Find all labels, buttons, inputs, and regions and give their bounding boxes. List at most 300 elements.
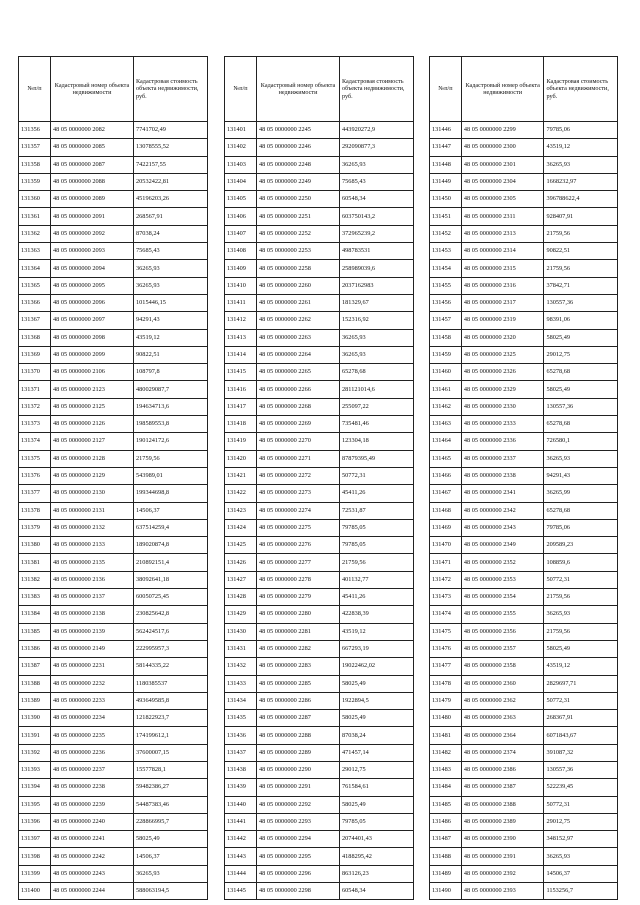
cadastral-value: 21759,56 — [544, 589, 618, 606]
table-row — [19, 883, 208, 900]
cadastral-value: 4188295,42 — [340, 848, 414, 865]
cadastral-value: 21759,56 — [340, 554, 414, 571]
row-number: 131450 — [430, 191, 462, 208]
table-row — [430, 692, 618, 709]
cadastral-number: 48 05 0000000 2248 — [257, 156, 340, 173]
row-number: 131376 — [19, 467, 51, 484]
cadastral-number: 48 05 0000000 2273 — [257, 485, 340, 502]
table-row — [19, 571, 208, 588]
cadastral-value: 108859,6 — [544, 554, 618, 571]
row-number: 131428 — [225, 589, 257, 606]
cadastral-number: 48 05 0000000 2251 — [257, 208, 340, 225]
cadastral-number: 48 05 0000000 2269 — [257, 416, 340, 433]
cadastral-number: 48 05 0000000 2097 — [51, 312, 134, 329]
table-row — [225, 519, 414, 536]
cadastral-number: 48 05 0000000 2337 — [461, 450, 544, 467]
cadastral-number: 48 05 0000000 2127 — [51, 433, 134, 450]
cadastral-value: 1153256,7 — [544, 883, 618, 900]
row-number: 131419 — [225, 433, 257, 450]
table-row — [19, 606, 208, 623]
cadastral-number: 48 05 0000000 2099 — [51, 346, 134, 363]
table-row — [430, 156, 618, 173]
cadastral-value: 45411,26 — [340, 589, 414, 606]
cadastral-value: 36265,93 — [134, 260, 208, 277]
table-row — [430, 589, 618, 606]
cadastral-value: 522239,45 — [544, 779, 618, 796]
table-row — [19, 623, 208, 640]
table-row — [430, 467, 618, 484]
row-number: 131427 — [225, 571, 257, 588]
cadastral-value: 60548,34 — [340, 191, 414, 208]
cadastral-number: 48 05 0000000 2264 — [257, 346, 340, 363]
cadastral-value: 36265,93 — [544, 156, 618, 173]
row-number: 131394 — [19, 779, 51, 796]
cadastral-value: 2037162983 — [340, 277, 414, 294]
table-row — [430, 450, 618, 467]
row-number: 131481 — [430, 727, 462, 744]
table-row — [19, 502, 208, 519]
cadastral-table-1 — [18, 56, 208, 900]
cadastral-value: 37842,71 — [544, 277, 618, 294]
row-number: 131462 — [430, 398, 462, 415]
table-row — [225, 675, 414, 692]
table-row — [19, 779, 208, 796]
row-number: 131396 — [19, 813, 51, 830]
cadastral-value: 50772,31 — [544, 571, 618, 588]
cadastral-number: 48 05 0000000 2313 — [461, 225, 544, 242]
table-row — [225, 502, 414, 519]
cadastral-number: 48 05 0000000 2320 — [461, 329, 544, 346]
cadastral-number: 48 05 0000000 2276 — [257, 537, 340, 554]
cadastral-value: 443920272,9 — [340, 122, 414, 139]
cadastral-number: 48 05 0000000 2253 — [257, 243, 340, 260]
table-row — [430, 294, 618, 311]
cadastral-number: 48 05 0000000 2286 — [257, 692, 340, 709]
row-number: 131445 — [225, 883, 257, 900]
cadastral-number: 48 05 0000000 2388 — [461, 796, 544, 813]
cadastral-number: 48 05 0000000 2285 — [257, 675, 340, 692]
cadastral-value: 98391,06 — [544, 312, 618, 329]
cadastral-number: 48 05 0000000 2087 — [51, 156, 134, 173]
row-number: 131398 — [19, 848, 51, 865]
cadastral-value: 29012,75 — [544, 813, 618, 830]
table-row — [225, 796, 414, 813]
cadastral-number: 48 05 0000000 2333 — [461, 416, 544, 433]
cadastral-value: 863126,23 — [340, 865, 414, 882]
row-number: 131392 — [19, 744, 51, 761]
table-row — [19, 710, 208, 727]
row-number: 131416 — [225, 381, 257, 398]
cadastral-value: 79785,06 — [544, 519, 618, 536]
row-number: 131390 — [19, 710, 51, 727]
table-row — [430, 623, 618, 640]
cadastral-value: 130557,36 — [544, 398, 618, 415]
table-row — [19, 589, 208, 606]
cadastral-value: 50772,31 — [544, 692, 618, 709]
row-number: 131408 — [225, 243, 257, 260]
table-row — [430, 675, 618, 692]
table-row — [225, 277, 414, 294]
cadastral-value: 50772,31 — [340, 467, 414, 484]
cadastral-value: 258989039,6 — [340, 260, 414, 277]
row-number: 131371 — [19, 381, 51, 398]
cadastral-number: 48 05 0000000 2362 — [461, 692, 544, 709]
row-number: 131466 — [430, 467, 462, 484]
row-number: 131387 — [19, 658, 51, 675]
cadastral-number: 48 05 0000000 2282 — [257, 640, 340, 657]
row-number: 131375 — [19, 450, 51, 467]
row-number: 131444 — [225, 865, 257, 882]
cadastral-number: 48 05 0000000 2352 — [461, 554, 544, 571]
table-row — [430, 554, 618, 571]
table-row — [19, 658, 208, 675]
row-number: 131378 — [19, 502, 51, 519]
cadastral-value: 65278,68 — [544, 502, 618, 519]
row-number: 131363 — [19, 243, 51, 260]
cadastral-number: 48 05 0000000 2294 — [257, 831, 340, 848]
cadastral-number: 48 05 0000000 2260 — [257, 277, 340, 294]
row-number: 131457 — [430, 312, 462, 329]
cadastral-number: 48 05 0000000 2133 — [51, 537, 134, 554]
table-row — [430, 191, 618, 208]
cadastral-value: 190124172,6 — [134, 433, 208, 450]
cadastral-value: 58025,49 — [544, 640, 618, 657]
cadastral-number: 48 05 0000000 2343 — [461, 519, 544, 536]
row-number: 131420 — [225, 450, 257, 467]
table-row — [430, 364, 618, 381]
cadastral-number: 48 05 0000000 2137 — [51, 589, 134, 606]
table-row — [19, 346, 208, 363]
table-row — [19, 761, 208, 778]
cadastral-number: 48 05 0000000 2272 — [257, 467, 340, 484]
table-row — [430, 122, 618, 139]
row-number: 131429 — [225, 606, 257, 623]
table-row — [225, 727, 414, 744]
table-row — [19, 467, 208, 484]
table-row — [430, 416, 618, 433]
cadastral-value: 79785,05 — [340, 813, 414, 830]
cadastral-value: 87038,24 — [340, 727, 414, 744]
cadastral-number: 48 05 0000000 2341 — [461, 485, 544, 502]
table-row — [225, 346, 414, 363]
cadastral-number: 48 05 0000000 2095 — [51, 277, 134, 294]
cadastral-value: 36265,99 — [544, 485, 618, 502]
table-row — [225, 433, 414, 450]
cadastral-value: 14506,37 — [134, 502, 208, 519]
cadastral-value: 58025,49 — [544, 381, 618, 398]
cadastral-value: 43519,12 — [340, 623, 414, 640]
table-row — [225, 450, 414, 467]
header-value: Кадастровая стоимость объекта недвижимости, руб. — [134, 57, 208, 122]
cadastral-value: 348152,97 — [544, 831, 618, 848]
table-row — [430, 225, 618, 242]
table-row — [225, 831, 414, 848]
cadastral-number: 48 05 0000000 2130 — [51, 485, 134, 502]
table-row — [225, 467, 414, 484]
table-row — [430, 883, 618, 900]
cadastral-number: 48 05 0000000 2092 — [51, 225, 134, 242]
row-number: 131438 — [225, 761, 257, 778]
table-row — [19, 813, 208, 830]
cadastral-number: 48 05 0000000 2240 — [51, 813, 134, 830]
table-row — [19, 398, 208, 415]
table-row — [19, 865, 208, 882]
cadastral-value: 199344698,8 — [134, 485, 208, 502]
cadastral-number: 48 05 0000000 2241 — [51, 831, 134, 848]
cadastral-number: 48 05 0000000 2268 — [257, 398, 340, 415]
cadastral-value: 38092641,18 — [134, 571, 208, 588]
table-row — [19, 156, 208, 173]
cadastral-number: 48 05 0000000 2136 — [51, 571, 134, 588]
cadastral-number: 48 05 0000000 2389 — [461, 813, 544, 830]
row-number: 131433 — [225, 675, 257, 692]
cadastral-number: 48 05 0000000 2338 — [461, 467, 544, 484]
row-number: 131449 — [430, 173, 462, 190]
row-number: 131455 — [430, 277, 462, 294]
row-number: 131358 — [19, 156, 51, 173]
cadastral-number: 48 05 0000000 2277 — [257, 554, 340, 571]
cadastral-number: 48 05 0000000 2278 — [257, 571, 340, 588]
cadastral-value: 50772,31 — [544, 796, 618, 813]
cadastral-number: 48 05 0000000 2291 — [257, 779, 340, 796]
table-row — [19, 122, 208, 139]
row-number: 131423 — [225, 502, 257, 519]
row-number: 131456 — [430, 294, 462, 311]
cadastral-value: 198589553,8 — [134, 416, 208, 433]
table-row — [19, 485, 208, 502]
row-number: 131365 — [19, 277, 51, 294]
cadastral-number: 48 05 0000000 2356 — [461, 623, 544, 640]
cadastral-value: 36265,93 — [340, 156, 414, 173]
cadastral-number: 48 05 0000000 2149 — [51, 640, 134, 657]
cadastral-number: 48 05 0000000 2242 — [51, 848, 134, 865]
cadastral-value: 603750143,2 — [340, 208, 414, 225]
cadastral-value: 230825642,8 — [134, 606, 208, 623]
cadastral-number: 48 05 0000000 2357 — [461, 640, 544, 657]
row-number: 131458 — [430, 329, 462, 346]
cadastral-value: 222995957,3 — [134, 640, 208, 657]
cadastral-number: 48 05 0000000 2232 — [51, 675, 134, 692]
cadastral-value: 1180385537 — [134, 675, 208, 692]
cadastral-number: 48 05 0000000 2317 — [461, 294, 544, 311]
table-row — [430, 139, 618, 156]
cadastral-value: 130557,36 — [544, 294, 618, 311]
cadastral-number: 48 05 0000000 2237 — [51, 761, 134, 778]
table-row — [19, 312, 208, 329]
cadastral-value: 58025,49 — [340, 710, 414, 727]
header-num: №п/п — [430, 57, 462, 122]
cadastral-value: 58025,49 — [340, 675, 414, 692]
cadastral-value: 281121014,6 — [340, 381, 414, 398]
row-number: 131482 — [430, 744, 462, 761]
table-row — [430, 640, 618, 657]
row-number: 131386 — [19, 640, 51, 657]
table-row — [19, 139, 208, 156]
table-row — [430, 813, 618, 830]
table-row — [430, 571, 618, 588]
cadastral-value: 36265,93 — [544, 848, 618, 865]
row-number: 131361 — [19, 208, 51, 225]
cadastral-value: 15577828,1 — [134, 761, 208, 778]
row-number: 131364 — [19, 260, 51, 277]
table-row — [19, 675, 208, 692]
cadastral-number: 48 05 0000000 2293 — [257, 813, 340, 830]
table-row — [225, 243, 414, 260]
row-number: 131402 — [225, 139, 257, 156]
cadastral-number: 48 05 0000000 2096 — [51, 294, 134, 311]
table-row — [430, 744, 618, 761]
row-number: 131395 — [19, 796, 51, 813]
cadastral-value: 123304,18 — [340, 433, 414, 450]
table-row — [225, 139, 414, 156]
cadastral-value: 45411,26 — [340, 485, 414, 502]
row-number: 131434 — [225, 692, 257, 709]
cadastral-number: 48 05 0000000 2304 — [461, 173, 544, 190]
cadastral-number: 48 05 0000000 2342 — [461, 502, 544, 519]
row-number: 131369 — [19, 346, 51, 363]
cadastral-number: 48 05 0000000 2089 — [51, 191, 134, 208]
cadastral-value: 94291,43 — [134, 312, 208, 329]
table-row — [19, 519, 208, 536]
cadastral-value: 255097,22 — [340, 398, 414, 415]
row-number: 131451 — [430, 208, 462, 225]
row-number: 131465 — [430, 450, 462, 467]
table-row — [19, 225, 208, 242]
row-number: 131422 — [225, 485, 257, 502]
cadastral-value: 2074401,43 — [340, 831, 414, 848]
table-row — [19, 692, 208, 709]
table-row — [19, 329, 208, 346]
cadastral-number: 48 05 0000000 2374 — [461, 744, 544, 761]
cadastral-value: 588063194,5 — [134, 883, 208, 900]
table-row — [430, 848, 618, 865]
cadastral-number: 48 05 0000000 2085 — [51, 139, 134, 156]
cadastral-number: 48 05 0000000 2326 — [461, 364, 544, 381]
row-number: 131401 — [225, 122, 257, 139]
cadastral-value: 498783531 — [340, 243, 414, 260]
row-number: 131454 — [430, 260, 462, 277]
cadastral-value: 667293,19 — [340, 640, 414, 657]
table-row — [19, 416, 208, 433]
table-row — [19, 554, 208, 571]
cadastral-number: 48 05 0000000 2386 — [461, 761, 544, 778]
cadastral-value: 58025,49 — [544, 329, 618, 346]
row-number: 131485 — [430, 796, 462, 813]
cadastral-value: 36265,93 — [544, 450, 618, 467]
table-row — [430, 277, 618, 294]
cadastral-value: 94291,43 — [544, 467, 618, 484]
cadastral-value: 75685,43 — [340, 173, 414, 190]
row-number: 131414 — [225, 346, 257, 363]
cadastral-number: 48 05 0000000 2349 — [461, 537, 544, 554]
cadastral-value: 130557,36 — [544, 761, 618, 778]
table-row — [19, 450, 208, 467]
table-row — [430, 173, 618, 190]
cadastral-value: 60548,34 — [340, 883, 414, 900]
cadastral-value: 21759,56 — [544, 225, 618, 242]
cadastral-value: 228866995,7 — [134, 813, 208, 830]
cadastral-number: 48 05 0000000 2355 — [461, 606, 544, 623]
cadastral-number: 48 05 0000000 2238 — [51, 779, 134, 796]
row-number: 131382 — [19, 571, 51, 588]
cadastral-number: 48 05 0000000 2274 — [257, 502, 340, 519]
table-row — [225, 225, 414, 242]
cadastral-number: 48 05 0000000 2231 — [51, 658, 134, 675]
table-row — [225, 398, 414, 415]
row-number: 131415 — [225, 364, 257, 381]
cadastral-value: 65278,68 — [544, 364, 618, 381]
row-number: 131411 — [225, 294, 257, 311]
cadastral-value: 761584,61 — [340, 779, 414, 796]
cadastral-number: 48 05 0000000 2093 — [51, 243, 134, 260]
cadastral-value: 65278,68 — [340, 364, 414, 381]
table-row — [225, 813, 414, 830]
row-number: 131373 — [19, 416, 51, 433]
row-number: 131413 — [225, 329, 257, 346]
table-row — [225, 883, 414, 900]
cadastral-value: 36265,93 — [134, 865, 208, 882]
row-number: 131367 — [19, 312, 51, 329]
table-row — [430, 502, 618, 519]
row-number: 131468 — [430, 502, 462, 519]
row-number: 131460 — [430, 364, 462, 381]
cadastral-value: 58025,49 — [134, 831, 208, 848]
cadastral-value: 372965239,2 — [340, 225, 414, 242]
row-number: 131384 — [19, 606, 51, 623]
table-row — [19, 294, 208, 311]
cadastral-number: 48 05 0000000 2279 — [257, 589, 340, 606]
cadastral-value: 1668232,97 — [544, 173, 618, 190]
cadastral-value: 14506,37 — [134, 848, 208, 865]
row-number: 131404 — [225, 173, 257, 190]
cadastral-number: 48 05 0000000 2233 — [51, 692, 134, 709]
cadastral-value: 43519,12 — [544, 139, 618, 156]
cadastral-number: 48 05 0000000 2261 — [257, 294, 340, 311]
table-row — [19, 208, 208, 225]
cadastral-value: 637514259,4 — [134, 519, 208, 536]
table-row — [225, 623, 414, 640]
cadastral-number: 48 05 0000000 2364 — [461, 727, 544, 744]
cadastral-value: 59482386,27 — [134, 779, 208, 796]
cadastral-value: 121822923,7 — [134, 710, 208, 727]
table-row — [225, 416, 414, 433]
cadastral-value: 2829697,71 — [544, 675, 618, 692]
row-number: 131403 — [225, 156, 257, 173]
row-number: 131362 — [19, 225, 51, 242]
cadastral-number: 48 05 0000000 2295 — [257, 848, 340, 865]
cadastral-value: 152316,92 — [340, 312, 414, 329]
row-number: 131477 — [430, 658, 462, 675]
row-number: 131431 — [225, 640, 257, 657]
table-row — [19, 243, 208, 260]
row-number: 131399 — [19, 865, 51, 882]
header-cadastral: Кадастровый номер объекта недвижимости — [51, 57, 134, 122]
table-row — [225, 191, 414, 208]
table-row — [225, 329, 414, 346]
table-row — [225, 156, 414, 173]
row-number: 131459 — [430, 346, 462, 363]
cadastral-number: 48 05 0000000 2091 — [51, 208, 134, 225]
row-number: 131432 — [225, 658, 257, 675]
cadastral-value: 21759,56 — [134, 450, 208, 467]
cadastral-number: 48 05 0000000 2263 — [257, 329, 340, 346]
cadastral-number: 48 05 0000000 2300 — [461, 139, 544, 156]
header-num: №п/п — [225, 57, 257, 122]
cadastral-number: 48 05 0000000 2266 — [257, 381, 340, 398]
row-number: 131461 — [430, 381, 462, 398]
cadastral-number: 48 05 0000000 2246 — [257, 139, 340, 156]
header-value: Кадастровая стоимость объекта недвижимости, руб. — [340, 57, 414, 122]
